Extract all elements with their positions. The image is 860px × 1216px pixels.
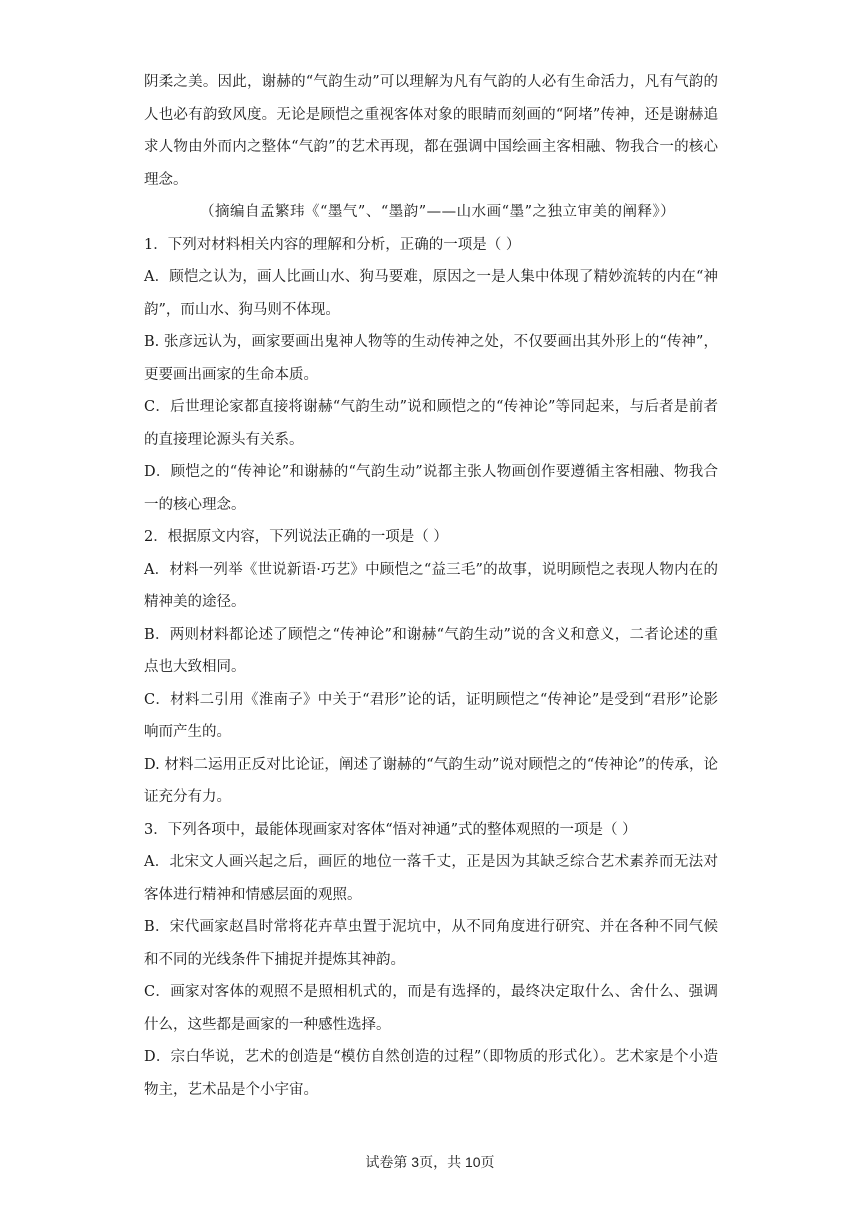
option-c: C．后世理论家都直接将谢赫“气韵生动”说和顾恺之的“传神论”等同起来，与后者是前者的直接理论源头有关系。	[144, 399, 718, 448]
question-3	[144, 814, 718, 1107]
question-stem: 3．下列各项中，最能体现画家对客体“悟对神通”式的整体观照的一项是（ ）	[144, 821, 637, 838]
option-a: A．北宋文人画兴起之后，画匠的地位一落千丈，正是因为其缺乏综合艺术素养而无法对客体进行精神和情感层面的观照。	[144, 854, 718, 903]
option-a: A．顾恺之认为，画人比画山水、狗马要难，原因之一是人集中体现了精妙流转的内在“神韵”，而山水、狗马则不体现。	[144, 269, 718, 318]
question-stem: 2．根据原文内容，下列说法正确的一项是（ ）	[144, 529, 448, 545]
question-2	[144, 521, 718, 814]
option-b: B．宋代画家赵昌时常将花卉草虫置于泥坑中，从不同角度进行研究、并在各种不同气候和不同的光线条件下捕捉并提炼其神韵。	[144, 919, 718, 968]
page-footer: 试卷第 3页，共 10页	[365, 1154, 495, 1170]
option-c: C．材料二引用《淮南子》中关于“君形”论的话，证明顾恺之“传神论”是受到“君形”论影响而产生的。	[144, 691, 718, 740]
option-b: B．两则材料都论述了顾恺之“传神论”和谢赫“气韵生动”说的含义和意义，二者论述的重点也大致相同。	[144, 626, 718, 675]
option-d: D. 材料二运用正反对比论证，阐述了谢赫的“气韵生动”说对顾恺之的“传神论”的传承，论证充分有力。	[144, 756, 718, 805]
option-c: C．画家对客体的观照不是照相机式的，而是有选择的，最终决定取什么、舍什么、强调什么，这些都是画家的一种感性选择。	[144, 984, 718, 1033]
source-citation: （摘编自孟繁玮《“墨气”、“墨韵”——山水画“墨”之独立审美的阐释》）	[200, 204, 676, 220]
question-1	[144, 229, 718, 522]
option-d: D．顾恺之的“传神论”和谢赫的“气韵生动”说都主张人物画创作要遵循主客相融、物我合一的核心理念。	[144, 464, 718, 513]
passage-paragraph: 阴柔之美。因此，谢赫的“气韵生动”可以理解为凡有气韵的人必有生命活力，凡有气韵的人也必有韵致风度。无论是顾恺之重视客体对象的眼睛而刻画的“阿堵”传神，还是谢赫追求人物由外而内之整体“气韵”的艺术再现，都在强调中国绘画主客相融、物我合一的核心理念。	[144, 74, 718, 188]
page-content	[144, 66, 718, 1106]
option-a: A．材料一列举《世说新语·巧艺》中顾恺之“益三毛”的故事，说明顾恺之表现人物内在的精神美的途径。	[144, 561, 718, 610]
option-b: B. 张彦远认为，画家要画出鬼神人物等的生动传神之处，不仅要画出其外形上的“传神”，更要画出画家的生命本质。	[144, 334, 718, 383]
question-stem: 1．下列对材料相关内容的理解和分析，正确的一项是（ ）	[144, 236, 521, 253]
option-d: D．宗白华说，艺术的创造是“模仿自然创造的过程”（即物质的形式化）。艺术家是个小造物主，艺术品是个小宇宙。	[144, 1049, 718, 1098]
